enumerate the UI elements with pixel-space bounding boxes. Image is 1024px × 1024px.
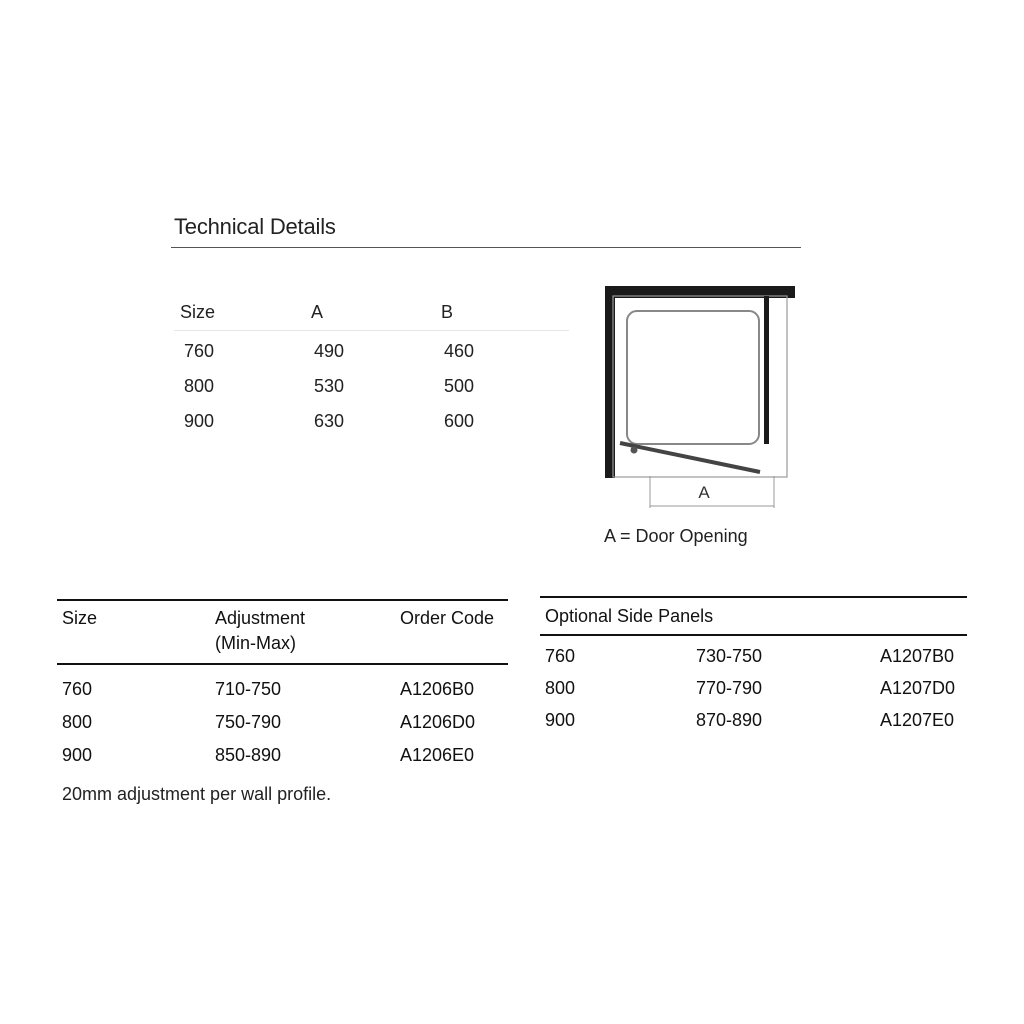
side-row-3-code: A1207E0 <box>880 710 955 730</box>
side-panels-top-rule <box>540 596 967 598</box>
tech-header-size: Size <box>180 302 216 322</box>
title-divider <box>171 247 801 248</box>
tech-row-1-a: 490 <box>314 341 345 361</box>
side-row-1-code: A1207B0 <box>880 646 955 666</box>
adj-row-1-size: 760 <box>62 679 93 699</box>
side-row-3-range: 870-890 <box>696 710 763 730</box>
tech-header-divider <box>174 330 569 331</box>
adj-row-1-range: 710-750 <box>215 679 282 699</box>
adj-row-3-range: 850-890 <box>215 745 282 765</box>
adjustment-note: 20mm adjustment per wall profile. <box>62 784 332 804</box>
tech-header-a: A <box>311 302 324 322</box>
adjustment-header-divider <box>57 663 508 665</box>
tech-row-3-b: 600 <box>444 411 475 431</box>
dimension-label-a: A <box>698 483 710 502</box>
adj-row-2-range: 750-790 <box>215 712 282 732</box>
side-row-1-range: 730-750 <box>696 646 763 666</box>
tech-row-2-size: 800 <box>184 376 215 396</box>
side-panels-title: Optional Side Panels <box>545 606 714 626</box>
tech-header-b: B <box>441 302 454 322</box>
adj-row-2-code: A1206D0 <box>400 712 476 732</box>
tech-row-2-b: 500 <box>444 376 475 396</box>
adj-row-3-size: 900 <box>62 745 93 765</box>
enclosure-outline <box>613 296 787 477</box>
adj-header-adjustment: Adjustment <box>215 608 306 628</box>
side-row-2-code: A1207D0 <box>880 678 956 698</box>
side-row-2-size: 800 <box>545 678 576 698</box>
adj-header-size: Size <box>62 608 98 628</box>
tech-row-3-size: 900 <box>184 411 215 431</box>
adj-header-min-max: (Min-Max) <box>215 633 296 653</box>
adj-header-order-code: Order Code <box>400 608 495 628</box>
tech-row-1-size: 760 <box>184 341 215 361</box>
diagram-caption: A = Door Opening <box>604 526 748 546</box>
tech-row-2-a: 530 <box>314 376 345 396</box>
adjustment-table-top-rule <box>57 599 508 601</box>
tech-row-3-a: 630 <box>314 411 345 431</box>
side-panel <box>764 296 769 444</box>
enclosure-plan-diagram <box>590 280 810 520</box>
adj-row-1-code: A1206B0 <box>400 679 475 699</box>
adj-row-2-size: 800 <box>62 712 93 732</box>
pivot-door <box>620 443 760 472</box>
side-row-2-range: 770-790 <box>696 678 763 698</box>
door-hinge-icon <box>631 447 638 454</box>
tech-row-1-b: 460 <box>444 341 475 361</box>
side-panels-header-divider <box>540 634 967 636</box>
shower-tray-outline <box>627 311 759 444</box>
side-row-3-size: 900 <box>545 710 576 730</box>
side-row-1-size: 760 <box>545 646 576 666</box>
section-title-technical-details: Technical Details <box>174 214 336 239</box>
adj-row-3-code: A1206E0 <box>400 745 475 765</box>
